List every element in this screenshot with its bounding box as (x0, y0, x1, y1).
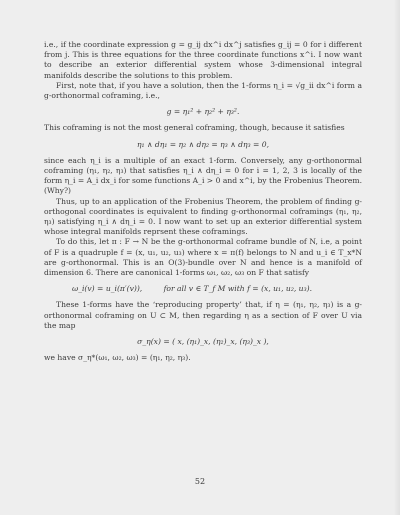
page-number: 52 (194, 477, 206, 486)
page-edge-shadow (394, 0, 400, 515)
equation-section-map: σ_η(x) = ( x, (η₁)_x, (η₂)_x, (η₃)_x ), (137, 337, 269, 347)
equation-canonical-forms-left: ω_i(v) = u_i(π′(v)), (72, 284, 143, 294)
paragraph-8: we have σ_η*(ω₁, ω₂, ω₃) = (η₁, η₂, η₃). (44, 353, 191, 363)
page-body (44, 40, 362, 363)
paragraph-2: First, note that, if you have a solution, then the 1-forms η_i = √g_ii dx^i form a g-orthonormal coframing, i.e., (44, 80, 362, 101)
paragraph-7: These 1-forms have the ‘reproducing property’ that, if η = (η₁, η₂, η₃) is a g-orthonormal coframing on U ⊂ M, then regarding η as a section of F over U via the map (44, 300, 362, 330)
equation-integrability: η₁ ∧ dη₁ = η₂ ∧ dη₂ = η₃ ∧ dη₃ = 0, (136, 139, 270, 149)
paragraph-5: Thus, up to an application of the Frobenius Theorem, the problem of finding g-orthogonal coordinates is equivalent to finding g-orthonormal coframings (η₁, η₂, η₃) satisfying η_i ∧ dη_i = 0. I now want to set up an exterior differential system whose integral manifolds reprsent these coframings. (44, 196, 362, 237)
paragraph-1: i.e., if the coordinate expression g = g_ij dx^i dx^j satisfies g_ij = 0 for i different from j. This is three equations for the three coordinate functions x^i. I now want to describe an exterior differential system whose 3-dimensional integral manifolds describe the solutions to this problem. (44, 40, 362, 80)
paragraph-6: To do this, let π : F → N be the g-orthonormal coframe bundle of N, i.e, a point of F is a quadruple f = (x, u₁, u₂, u₃) where x = π(f) belongs to N and u_i ∈ T_x*N are g-orthonormal. This is an O(3)-bundle over N and hence is a manifold of dimension 6. There are canonical 1-forms ω₁, ω₂, ω₃ on F that satisfy (44, 237, 362, 278)
equation-metric: g = η₁² + η₂² + η₃². (166, 107, 240, 117)
equation-canonical-forms-right: for all v ∈ T_f M with f = (x, u₁, u₂, u₃). (163, 284, 312, 294)
paragraph-3: This coframing is not the most general coframing, though, because it satisfies (44, 123, 345, 133)
paragraph-4: since each η_i is a multiple of an exact 1-form. Conversely, any g-orthonormal coframing (η₁, η₂, η₃) that satisfies η_i ∧ dη_i = 0 for i = 1, 2, 3 is locally of the form η_i = A_i dx_i for some functions A_i > 0 and x^i, by the Frobenius Theorem. (Why?) (44, 155, 362, 196)
equation-canonical-forms (72, 284, 362, 294)
